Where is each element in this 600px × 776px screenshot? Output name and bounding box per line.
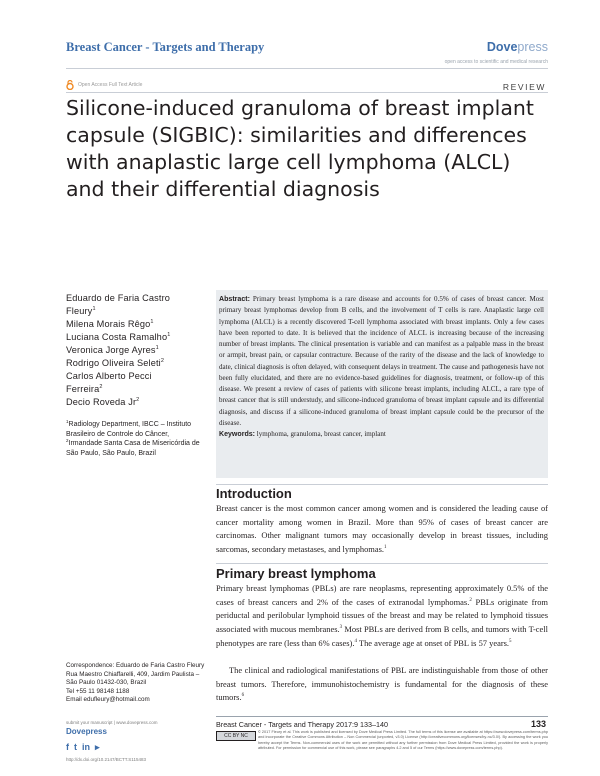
title-line: capsule (SIGBIC): similarities and differences <box>66 123 527 147</box>
submit-manuscript-link[interactable]: submit your manuscript | www.dovepress.com <box>66 720 158 725</box>
article-type: REVIEW <box>502 82 546 92</box>
social-links <box>66 742 206 753</box>
footer-citation: Breast Cancer - Targets and Therapy 2017:9 133–140 <box>216 720 388 729</box>
open-access-lock-icon <box>66 80 74 90</box>
abstract-text: Abstract: Primary breast lymphoma is a rare disease and accounts for 0.5% of cases of breast cancer. Most primary breast lymphomas develop from B cells, and the involvement of T cells is rare. Anaplastic large cell lymphoma (ALCL) is a recently discovered T-cell lymphoma associated with breast implants. Only a few cases have been reported to date. It is believed that the incidence of ALCL is increasing because of the increasing number of breast implants. The clinical presentation is variable and can manifest as a palpable mass in the breast or armpit, breast pain, or capsular contracture. Because of the rarity of the disease and the lack of knowledge to date, clinical diagnosis is often delayed, with consequent delays in treatment. The cause and pathogenesis have not been fully elucidated, and there are no evidence-based guidelines for diagnosis, treatment, or follow-up of this disease. We present a review of cases of patients with silicone breast implants, including ALCL, a rare type of breast cancer that is still understudy, and silicone-induced granuloma of breast implant capsule and its differential diagnosis, and discuss if a silicone-induced granuloma of breast implant capsule could be the precursor of the disease. Keywords: lymphoma, granuloma, breast cancer, implant <box>219 295 544 438</box>
facebook-icon[interactable]: f <box>66 742 69 752</box>
footer-left <box>66 720 206 762</box>
twitter-icon[interactable]: t <box>74 742 77 752</box>
affiliations: $^1$Radiology Department, IBCC – Instituto Brasileiro de Controle do Câncer, $^2$Irmandade Santa Casa de Misericórdia de São Paulo, São Paulo, Brazil <box>66 419 200 457</box>
dovepress-footer-logo[interactable]: Dovepress <box>66 727 107 736</box>
primary-breast-lymphoma-heading: Primary breast lymphoma <box>216 566 376 581</box>
introduction-paragraph: Breast cancer is the most common cancer among women and is considered the leading cause of cancer mortality among women in Brazil. More than 95% of cases of breast cancer are carcinomas. Other malignant tumors may occasionally develop in breast tissues, including sarcomas, secondary metastases, and lymphomas.$^1$ <box>216 503 548 555</box>
open-access-badge <box>66 80 142 90</box>
open-access-label: Open Access Full Text Article <box>78 82 143 88</box>
article-title <box>66 95 546 203</box>
pbl-paragraph-1: Primary breast lymphomas (PBLs) are rare neoplasms, representing approximately 0.5% of the cases of breast cancers and 2% of the cases of extranodal lymphomas.$^2$ PBLs originate from periductal and perilobular lymphoid tissues of the breast and may be related to lymphoid tissues associated with mucous membranes.$^3$ Most PBLs are derived from B cells, and tumors with T-cell phenotypes are rare (less than 6% cases).$^4$ The average age at onset of PBL is 57 years.$^5$ <box>216 583 548 648</box>
author: Luciana Costa Ramalho$^1$ <box>66 332 171 342</box>
section-divider <box>216 563 548 564</box>
title-line: Silicone-induced granuloma of breast implant <box>66 96 534 120</box>
title-line: with anaplastic large cell lymphoma (ALCL) <box>66 150 511 174</box>
doi-link[interactable]: http://dx.doi.org/10.2147/BCTT.S115483 <box>66 757 146 762</box>
author: Ferreira$^2$ <box>66 384 103 394</box>
author: Decio Roveda Jr$^2$ <box>66 397 140 407</box>
title-line: and their differential diagnosis <box>66 177 380 201</box>
youtube-icon[interactable]: ▸ <box>95 742 100 752</box>
author: Veronica Jorge Ayres$^1$ <box>66 345 159 355</box>
license-text: © 2017 Fleury et al. This work is published and licensed by Dove Medical Press Limited. The full terms of this license are available at https://www.dovepress.com/terms.php and incorporate the Creative Commons Attribution – Non Commercial (unported, v3.0) License (http://creativecommons.org/licenses/by-nc/3.0/). By accessing the work you hereby accept the Terms. Non-commercial uses of the work are permitted without any further permission from Dove Medical Press Limited, provided the work is properly attributed. For permission for commercial use of this work, please see paragraphs 4.2 and 5 of our Terms (https://www.dovepress.com/terms.php). <box>258 730 548 751</box>
title-divider <box>66 92 548 93</box>
correspondence-tel: Tel +55 11 98148 1188 <box>66 687 130 695</box>
correspondence <box>66 662 206 705</box>
pbl-paragraph-2: The clinical and radiological manifestations of PBL are indistinguishable from those of other breast tumors. Therefore, immunohistochemistry is fundamental for the diagnosis of these tumors.$^6$ <box>216 665 548 703</box>
author: Eduardo de Faria Castro <box>66 293 171 303</box>
author-list <box>66 292 206 409</box>
footer-divider <box>216 716 548 717</box>
author: Fleury$^1$ <box>66 306 96 316</box>
page-number: 133 <box>530 719 546 729</box>
section-divider <box>216 484 548 485</box>
introduction-heading: Introduction <box>216 486 292 501</box>
correspondence-email[interactable]: Email edufleury@hotmail.com <box>66 696 150 704</box>
author: Carlos Alberto Pecci <box>66 371 152 381</box>
author: Milena Morais Rêgo$^1$ <box>66 319 154 329</box>
publisher-tagline: open access to scientific and medical research <box>444 59 548 65</box>
creative-commons-badge[interactable]: CC BY NC <box>216 731 256 741</box>
author: Rodrigo Oliveira Seleti$^2$ <box>66 358 165 368</box>
logo-dove: Dove <box>486 40 518 54</box>
correspondence-address: Rua Maestro Chiaffarelli, 409, Jardim Paulista – São Paulo 01432-030, Brazil <box>66 670 200 687</box>
dovepress-logo[interactable] <box>487 40 548 54</box>
header-divider <box>66 68 548 69</box>
linkedin-icon[interactable]: in <box>82 742 90 752</box>
abstract-box <box>216 290 548 478</box>
journal-title: Breast Cancer - Targets and Therapy <box>66 40 265 54</box>
logo-press: press <box>517 40 548 54</box>
correspondence-label: Correspondence: Eduardo de Faria Castro Fleury <box>66 662 205 669</box>
